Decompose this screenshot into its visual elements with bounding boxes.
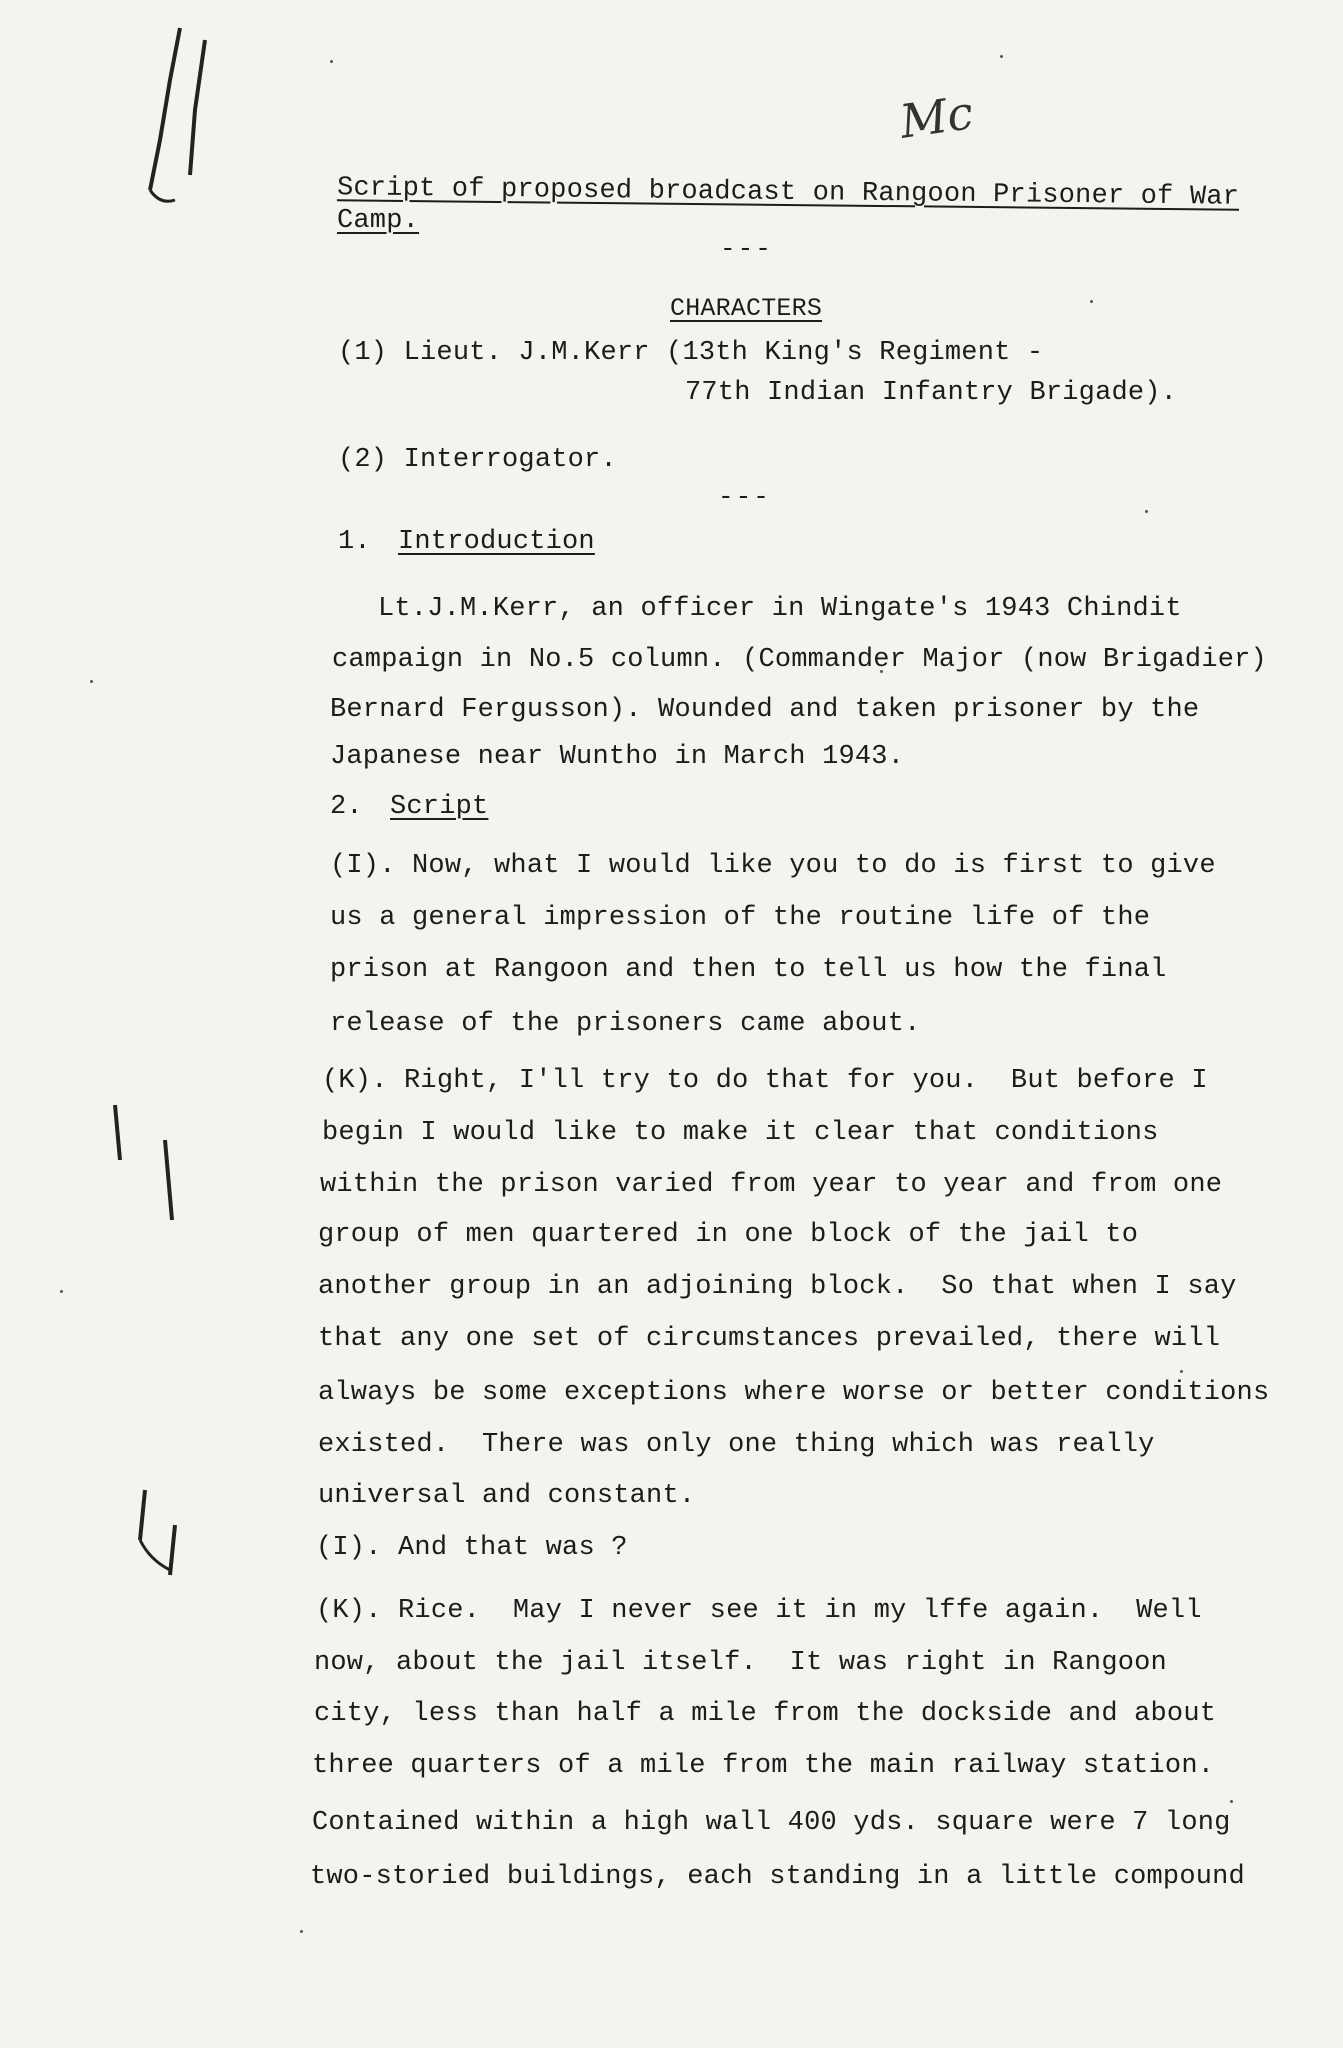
script-line-6: begin I would like to make it clear that conditions [322,1118,1159,1148]
script-line-5: (K). Right, I'll try to do that for you. But before I [322,1066,1208,1096]
script-line-2: us a general impression of the routine life of the [330,903,1151,933]
script-line-20: two-storied buildings, each standing in a little compound [310,1862,1245,1892]
section-1-line-3: Bernard Fergusson). Wounded and taken prisoner by the [330,695,1200,725]
character-1-line-2: 77th Indian Infantry Brigade). [685,378,1178,408]
character-1-line-1: (1) Lieut. J.M.Kerr (13th King's Regiment - [338,338,1044,368]
script-line-11: always be some exceptions where worse or better conditions [318,1378,1270,1408]
document-title-line-2: Camp. [337,206,420,236]
script-line-9: another group in an adjoining block. So that when I say [318,1272,1237,1302]
script-line-8: group of men quartered in one block of the jail to [318,1220,1139,1250]
script-line-14: (I). And that was ? [316,1533,628,1563]
script-line-7: within the prison varied from year to year and from one [320,1170,1223,1200]
section-1-number: 1. [338,527,371,557]
separator-1: --- [720,234,773,264]
section-2-number: 2. [330,792,363,822]
script-line-4: release of the prisoners came about. [330,1009,921,1039]
section-1-heading: Introduction [398,527,595,557]
script-line-13: universal and constant. [318,1481,696,1511]
character-2: (2) Interrogator. [338,445,617,475]
section-1-line-4: Japanese near Wuntho in March 1943. [330,742,905,772]
script-line-19: Contained within a high wall 400 yds. square were 7 long [312,1808,1231,1838]
document-title-line-1: Script of proposed broadcast on Rangoon Prisoner of War [336,173,1240,213]
script-line-12: existed. There was only one thing which was really [318,1430,1155,1460]
script-line-10: that any one set of circumstances prevailed, there will [318,1324,1221,1354]
script-line-1: (I). Now, what I would like you to do is first to give [330,851,1216,881]
separator-2: --- [718,482,771,512]
section-2-heading: Script [390,792,489,822]
script-line-16: now, about the jail itself. It was right in Rangoon [314,1648,1167,1678]
characters-heading: CHARACTERS [670,294,823,323]
script-line-18: three quarters of a mile from the main railway station. [312,1751,1215,1781]
section-1-line-2: campaign in No.5 column. (Commander Major (now Brigadier) [332,645,1267,675]
handwritten-initials: Mc [896,85,977,149]
section-1-line-1: Lt.J.M.Kerr, an officer in Wingate's 1943 Chindit [378,594,1182,624]
script-line-15: (K). Rice. May I never see it in my lffe again. Well [316,1596,1202,1626]
script-line-3: prison at Rangoon and then to tell us how the final [330,955,1167,985]
script-line-17: city, less than half a mile from the dockside and about [314,1699,1217,1729]
